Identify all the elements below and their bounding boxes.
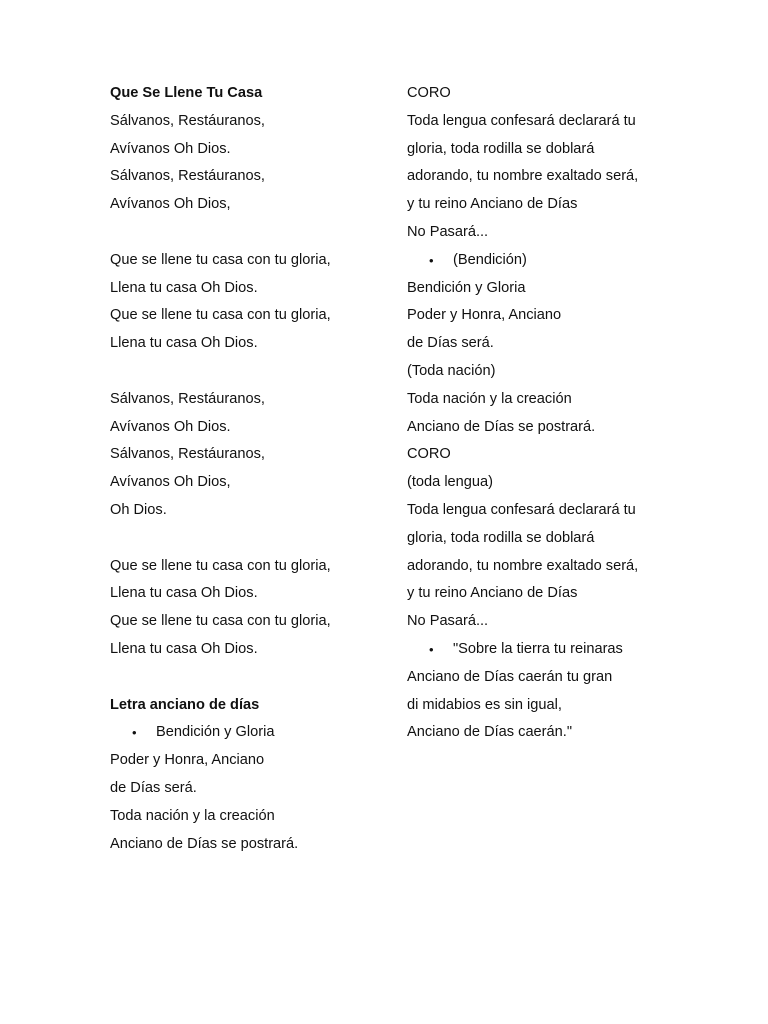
song-title: Que Se Llene Tu Casa [110, 85, 263, 101]
lyric-line: adorando, tu nombre exaltado será, [407, 168, 639, 185]
right-column [407, 80, 707, 747]
bullet-text: Bendición y Gloria [156, 724, 275, 741]
coro-label: CORO [407, 85, 451, 101]
lyric-line: Avívanos Oh Dios, [110, 196, 231, 213]
lyric-line: Llena tu casa Oh Dios. [110, 585, 258, 602]
lyric-line: Toda lengua confesará declarará tu [407, 501, 636, 518]
bullet-item [407, 247, 707, 275]
bullet-icon: • [132, 725, 137, 741]
lyric-line: adorando, tu nombre exaltado será, [407, 557, 639, 574]
lyric-line: CORO [407, 446, 451, 463]
stanza-gap [110, 664, 410, 692]
lyric-line: Sálvanos, Restáuranos, [110, 390, 265, 407]
left-column [110, 80, 410, 858]
lyric-line: gloria, toda rodilla se doblará [407, 529, 595, 546]
lyric-line: Que se llene tu casa con tu gloria, [110, 251, 331, 268]
lyric-line: Llena tu casa Oh Dios. [110, 279, 258, 296]
lyric-line: Que se llene tu casa con tu gloria, [110, 613, 331, 630]
stanza-gap [110, 358, 410, 386]
section-heading: Letra anciano de días [110, 696, 260, 713]
lyric-line: (toda lengua) [407, 474, 494, 491]
lyric-line: Llena tu casa Oh Dios. [110, 640, 258, 657]
lyric-line: Que se llene tu casa con tu gloria, [110, 557, 331, 574]
bullet-item [110, 719, 410, 747]
bullet-text: "Sobre la tierra tu reinaras [453, 640, 623, 657]
lyric-line: di midabios es sin igual, [407, 696, 562, 713]
lyric-line: (Toda nación) [407, 362, 496, 379]
stanza-gap [110, 525, 410, 553]
lyric-line: de Días será. [407, 335, 494, 352]
lyric-line: Que se llene tu casa con tu gloria, [110, 307, 331, 324]
lyric-line: Avívanos Oh Dios. [110, 140, 231, 157]
lyric-line: Sálvanos, Restáuranos, [110, 168, 265, 185]
lyric-line: Poder y Honra, Anciano [110, 752, 265, 769]
lyric-line: de Días será. [110, 779, 197, 796]
lyric-line: Avívanos Oh Dios, [110, 474, 231, 491]
lyric-line: Toda nación y la creación [110, 807, 275, 824]
lyric-line: Toda lengua confesará declarará tu [407, 112, 636, 129]
lyric-line: No Pasará... [407, 613, 489, 630]
lyric-line: Avívanos Oh Dios. [110, 418, 231, 435]
lyric-line: Sálvanos, Restáuranos, [110, 112, 265, 129]
lyric-line: Sálvanos, Restáuranos, [110, 446, 265, 463]
stanza-gap [110, 219, 410, 247]
lyric-line: y tu reino Anciano de Días [407, 196, 578, 213]
lyric-line: Toda nación y la creación [407, 390, 572, 407]
lyric-line: Bendición y Gloria [407, 279, 526, 296]
lyric-line: y tu reino Anciano de Días [407, 585, 578, 602]
lyric-line: Oh Dios. [110, 501, 167, 518]
bullet-text: (Bendición) [453, 251, 527, 268]
lyric-line: Anciano de Días caerán." [407, 724, 572, 741]
lyric-line: Anciano de Días se postrará. [110, 835, 299, 852]
lyric-line: Poder y Honra, Anciano [407, 307, 562, 324]
lyric-line: Llena tu casa Oh Dios. [110, 335, 258, 352]
lyric-line: No Pasará... [407, 223, 489, 240]
bullet-item [407, 636, 707, 664]
lyric-line: gloria, toda rodilla se doblará [407, 140, 595, 157]
lyric-line: Anciano de Días se postrará. [407, 418, 596, 435]
lyric-line: Anciano de Días caerán tu gran [407, 668, 613, 685]
bullet-icon: • [429, 252, 434, 268]
bullet-icon: • [429, 641, 434, 657]
